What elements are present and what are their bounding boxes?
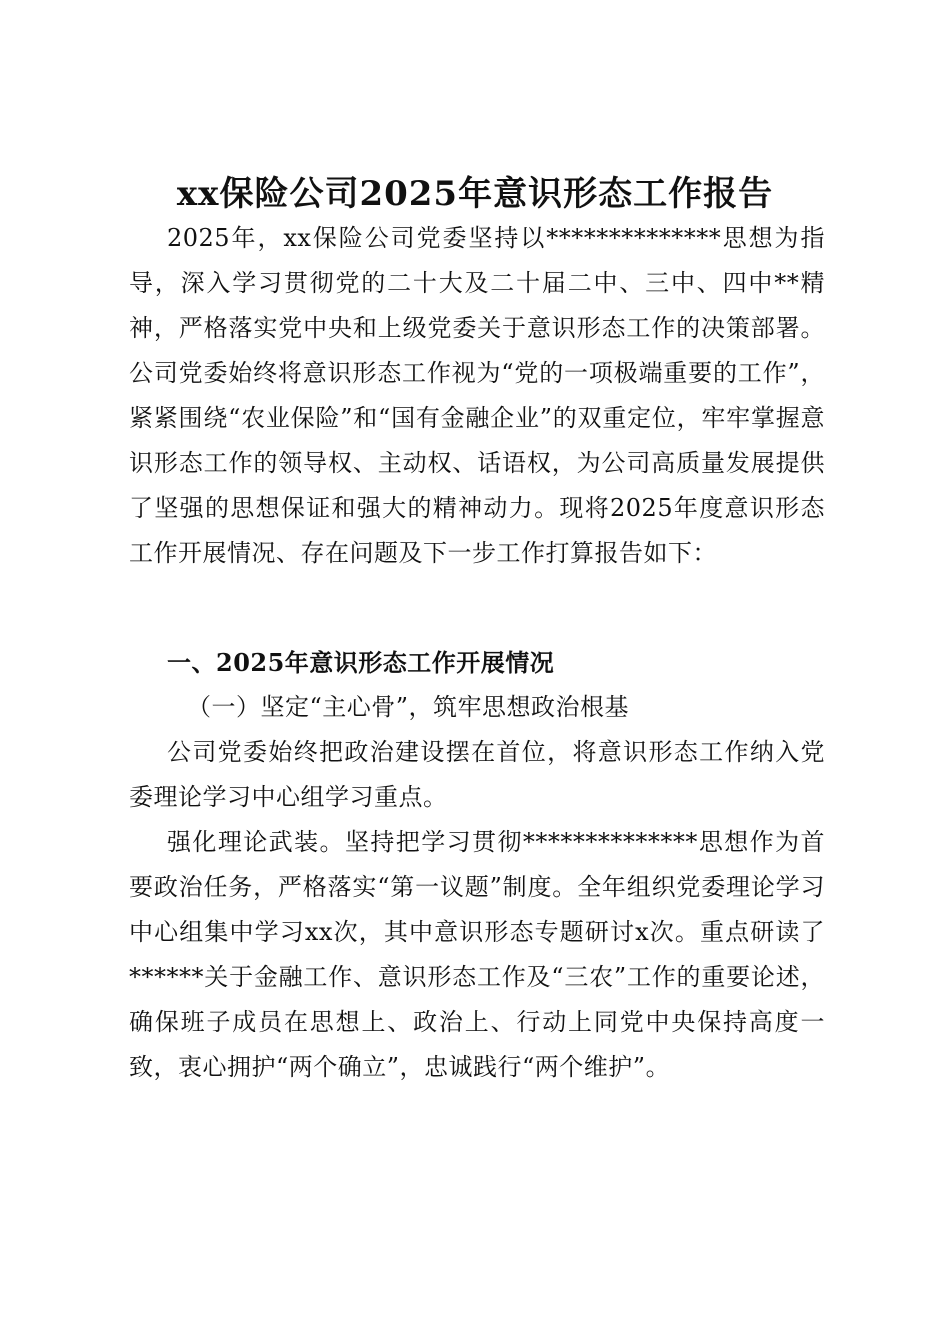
body-paragraph-2: 强化理论武装。坚持把学习贯彻**************思想作为首要政治任务，严格落实“第一议题”制度。全年组织党委理论学习中心组集中学习xx次，其中意识形态专题研讨x次。重点研读了******关于金融工作、意识形态工作及“三农”工作的重要论述，确保班子成员在思想上、政治上、行动上同党中央保持高度一致，衷心拥护“两个确立”，忠诚践行“两个维护”。 xyxy=(129,828,825,1081)
body-paragraph-1: 公司党委始终把政治建设摆在首位，将意识形态工作纳入党委理论学习中心组学习重点。 xyxy=(129,738,825,811)
section-heading: 一、2025年意识形态工作开展情况 xyxy=(167,648,555,677)
document-title: xx保险公司2025年意识形态工作报告 xyxy=(176,174,774,214)
subsection-heading: （一）坚定“主心骨”，筑牢思想政治根基 xyxy=(187,693,630,721)
intro-paragraph: 2025年，xx保险公司党委坚持以**************思想为指导，深入学习贯彻党的二十大及二十届二中、三中、四中**精神，严格落实党中央和上级党委关于意识形态工作的决策部署。公司党委始终将意识形态工作视为“党的一项极端重要的工作”，紧紧围绕“农业保险”和“国有金融企业”的双重定位，牢牢掌握意识形态工作的领导权、主动权、话语权，为公司高质量发展提供了坚强的思想保证和强大的精神动力。现将2025年度意识形态工作开展情况、存在问题及下一步工作打算报告如下： xyxy=(129,224,825,567)
